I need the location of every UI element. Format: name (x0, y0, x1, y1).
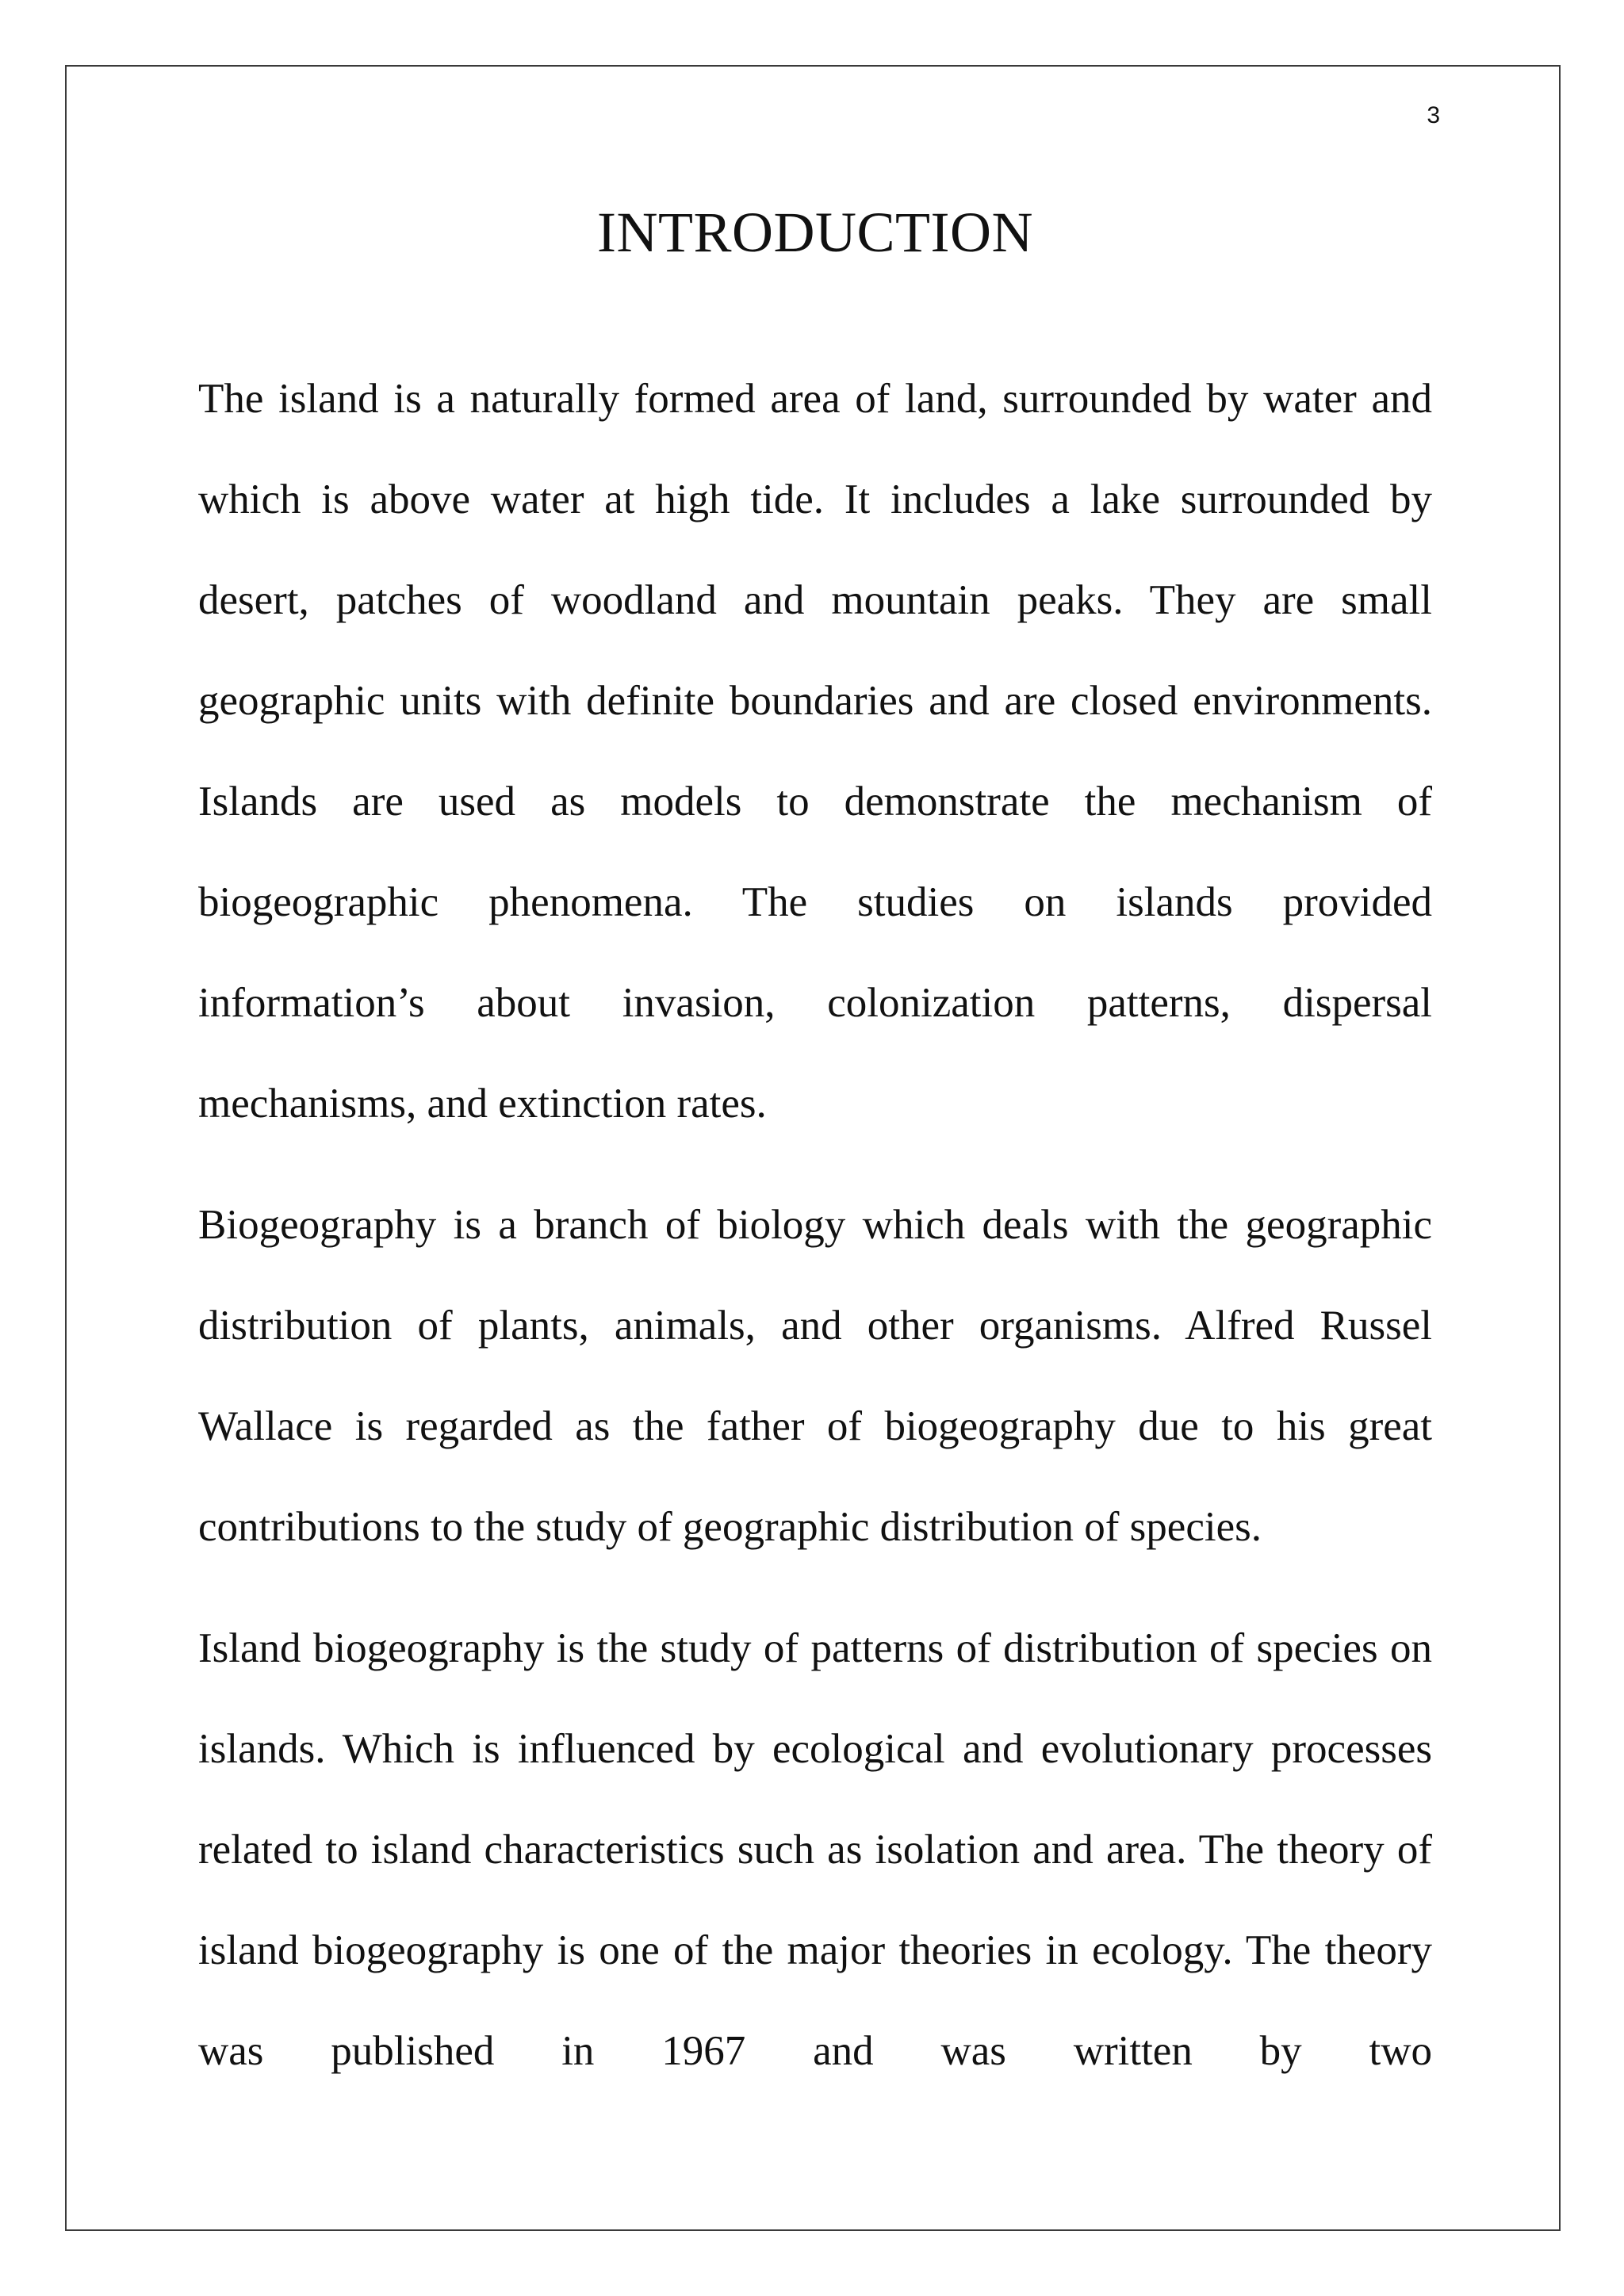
paragraph-island-biogeography: Island biogeography is the study of patterns of distribution of species on islands. Which is influenced by ecological and evolutionary processes related to island characteristics such as isolation and area. The theory of island biogeography is one of the major theories in ecology. The theory was published in 1967 and was written by two (198, 1625, 1432, 2074)
body-text (198, 349, 1432, 2122)
paragraph-biogeography: Biogeography is a branch of biology which deals with the geographic distribution of plants, animals, and other organisms. Alfred Russel Wallace is regarded as the father of biogeography due to his great contributions to the study of geographic distribution of species. (198, 1202, 1432, 1550)
page-number: 3 (1427, 102, 1440, 128)
paragraph-island-definition: The island is a naturally formed area of land, surrounded by water and which is above water at high tide. It includes a lake surrounded by desert, patches of woodland and mountain peaks. They are small geographic units with definite boundaries and are closed environments. Islands are used as models to demonstrate the mechanism of biogeographic phenomena. The studies on islands provided information’s about invasion, colonization patterns, dispersal mechanisms, and extinction rates. (198, 376, 1432, 1127)
page-title: INTRODUCTION (597, 201, 1033, 264)
